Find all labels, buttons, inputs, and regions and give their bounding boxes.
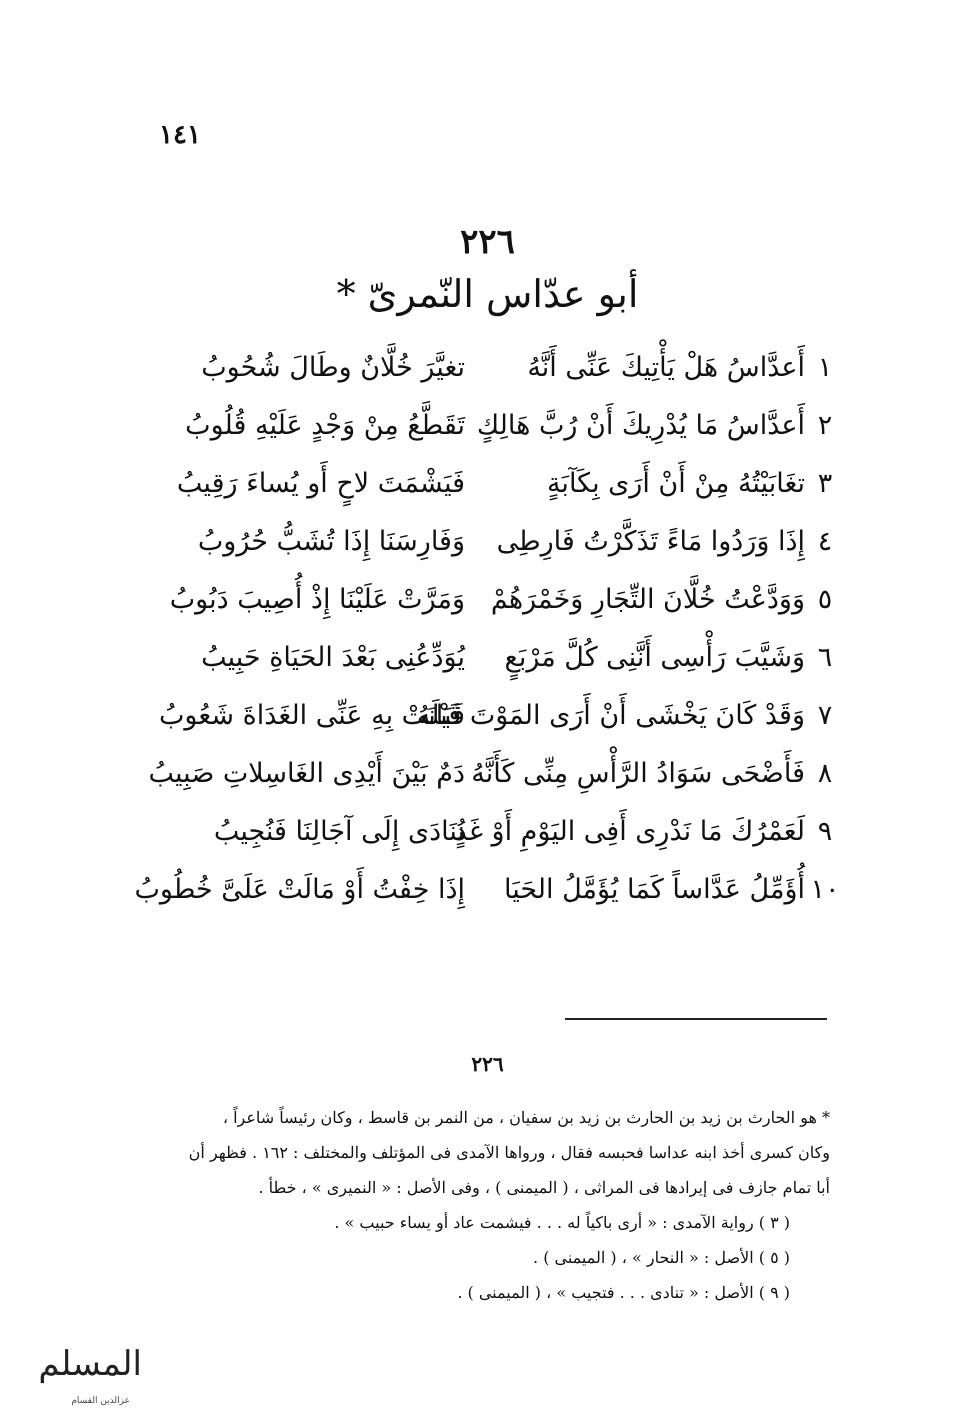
verse-first-hemistich: تغَابَيْتُهُ مِنْ أَنْ أَرَى بِكَآبَةٍ xyxy=(546,467,805,499)
verse-number: ١٠ xyxy=(810,873,840,905)
footnote-line: ( ٥ ) الأصل : « النحار » ، ( الميمنى ) . xyxy=(533,1248,790,1267)
footnote-line: وكان كسرى أخذ ابنه عداسا فحبسه فقال ، ورواها الآمدى فى المؤتلف والمختلف : ١٦٢ . فظهر أن xyxy=(188,1143,830,1162)
footnote-poem-number: ٢٢٦ xyxy=(471,1052,504,1076)
verse-number: ٤ xyxy=(817,525,833,557)
verse-number: ١ xyxy=(817,351,833,383)
verse-first-hemistich: إِذَا وَرَدُوا مَاءً تَذَكَّرْتُ فَارِطِى xyxy=(496,525,805,557)
footnote-line: ( ٣ ) رواية الآمدى : « أرى باكياً له . . . فيشمت عاد أو يساء حبيب » . xyxy=(334,1213,790,1232)
footnotes xyxy=(140,1100,830,1310)
verse-first-hemistich: أَعدَّاسُ مَا يُدْرِيكَ أَنْ رُبَّ هَالِكٍ xyxy=(476,409,805,441)
verse-second-hemistich: فَبَانَتْ بِهِ عَنِّى الغَدَاةَ شَعُوبُ xyxy=(159,699,465,731)
verse-number: ٢ xyxy=(817,409,833,441)
verse-second-hemistich: تغيَّرَ خُلَّانٌ وطَالَ شُحُوبُ xyxy=(201,351,465,383)
verse-second-hemistich: فَيَشْمَتَ لاحٍ أَو يُساءَ رَقِيبُ xyxy=(176,467,465,499)
verse-first-hemistich: وَشَيَّبَ رَأْسِى أَنَّنِى كُلَّ مَرْبَعٍ xyxy=(504,641,805,673)
verse-number: ٣ xyxy=(817,467,833,499)
verse-second-hemistich: تَقَطَّعُ مِنْ وَجْدٍ عَلَيْهِ قُلُوبُ xyxy=(185,409,465,441)
verse-first-hemistich: أُؤَمِّلُ عَدَّاساً كَمَا يُؤَمَّلُ الحَيَا xyxy=(503,873,805,905)
verse-second-hemistich: نُنَادَى إِلَى آجَالِنَا فَنُجِيبُ xyxy=(213,815,465,847)
verse-row xyxy=(134,860,845,918)
verse-row xyxy=(140,744,845,802)
verse-first-hemistich: لَعَمْرُكَ مَا نَدْرِى أَفِى اليَوْمِ أَوْ غَدٍ xyxy=(454,815,805,847)
footnote-line: أبا تمام جازف فى إيرادها فى المراثى ، ( الميمنى ) ، وفى الأصل : « النميرى » ، خطأ . xyxy=(258,1178,830,1197)
verse-second-hemistich: إِذَا خِفْتُ أَوْ مَالَتْ عَلَىَّ خُطُوبُ xyxy=(134,873,465,905)
library-watermark-logo xyxy=(8,1340,148,1418)
verse-first-hemistich: أَعدَّاسُ هَلْ يَأْتِيكَ عَنِّى أَنَّهُ xyxy=(527,351,805,383)
verse-second-hemistich: دَمٌ بَيْنَ أَيْدِى الغَاسِلاتِ صَبِيبُ xyxy=(148,757,465,789)
page-number: ١٤١ xyxy=(159,120,201,150)
verse-first-hemistich: فَأَضْحَى سَوَادُ الرَّأْسِ مِنِّى كَأَنَّهُ xyxy=(471,757,805,789)
footnote-divider xyxy=(565,1018,827,1020)
verse-row xyxy=(140,686,845,744)
poem-number: ٢٢٦ xyxy=(460,222,515,262)
verse-first-hemistich: وَوَدَّعْتُ خُلَّانَ التِّجَارِ وَخَمْرَهُمْ xyxy=(490,583,805,615)
poem-verses xyxy=(134,338,845,918)
poem-title: أبو عدّاس النّمرىّ * xyxy=(336,272,639,316)
watermark-sub-text: عزالدين القسام xyxy=(71,1396,130,1406)
verse-row xyxy=(140,396,845,454)
verse-second-hemistich: يُوَدِّعُنِى بَعْدَ الحَيَاةِ حَبِيبُ xyxy=(201,641,465,673)
footnote-line: ( ٩ ) الأصل : « تنادى . . . فتجيب » ، ( الميمنى ) . xyxy=(457,1283,790,1302)
verse-second-hemistich: وَمَرَّتْ عَلَيْنَا إِذْ أُصِيبَ دَبُوبُ xyxy=(169,583,465,615)
verse-row xyxy=(140,570,845,628)
verse-number: ٥ xyxy=(817,583,833,615)
footnote-line: * هو الحارث بن زيد بن الحارث بن زيد بن سفيان ، من النمر بن قاسط ، وكان رئيساً شاعراً ، xyxy=(222,1108,830,1127)
watermark-main-text: المسلم xyxy=(38,1344,142,1384)
verse-number: ٨ xyxy=(817,757,833,789)
verse-number: ٧ xyxy=(817,699,833,731)
verse-row xyxy=(140,802,845,860)
verse-row xyxy=(140,628,845,686)
verse-number: ٩ xyxy=(817,815,833,847)
verse-row xyxy=(140,512,845,570)
verse-row xyxy=(140,338,845,396)
verse-row xyxy=(140,454,845,512)
verse-second-hemistich: وَفَارِسَنَا إِذَا تُشَبُّ حُرُوبُ xyxy=(197,525,465,557)
verse-first-hemistich: وَقَدْ كَانَ يَخْشَى أَنْ أَرَى المَوْتَ قَبْلَهُ xyxy=(416,699,805,731)
verse-number: ٦ xyxy=(817,641,833,673)
